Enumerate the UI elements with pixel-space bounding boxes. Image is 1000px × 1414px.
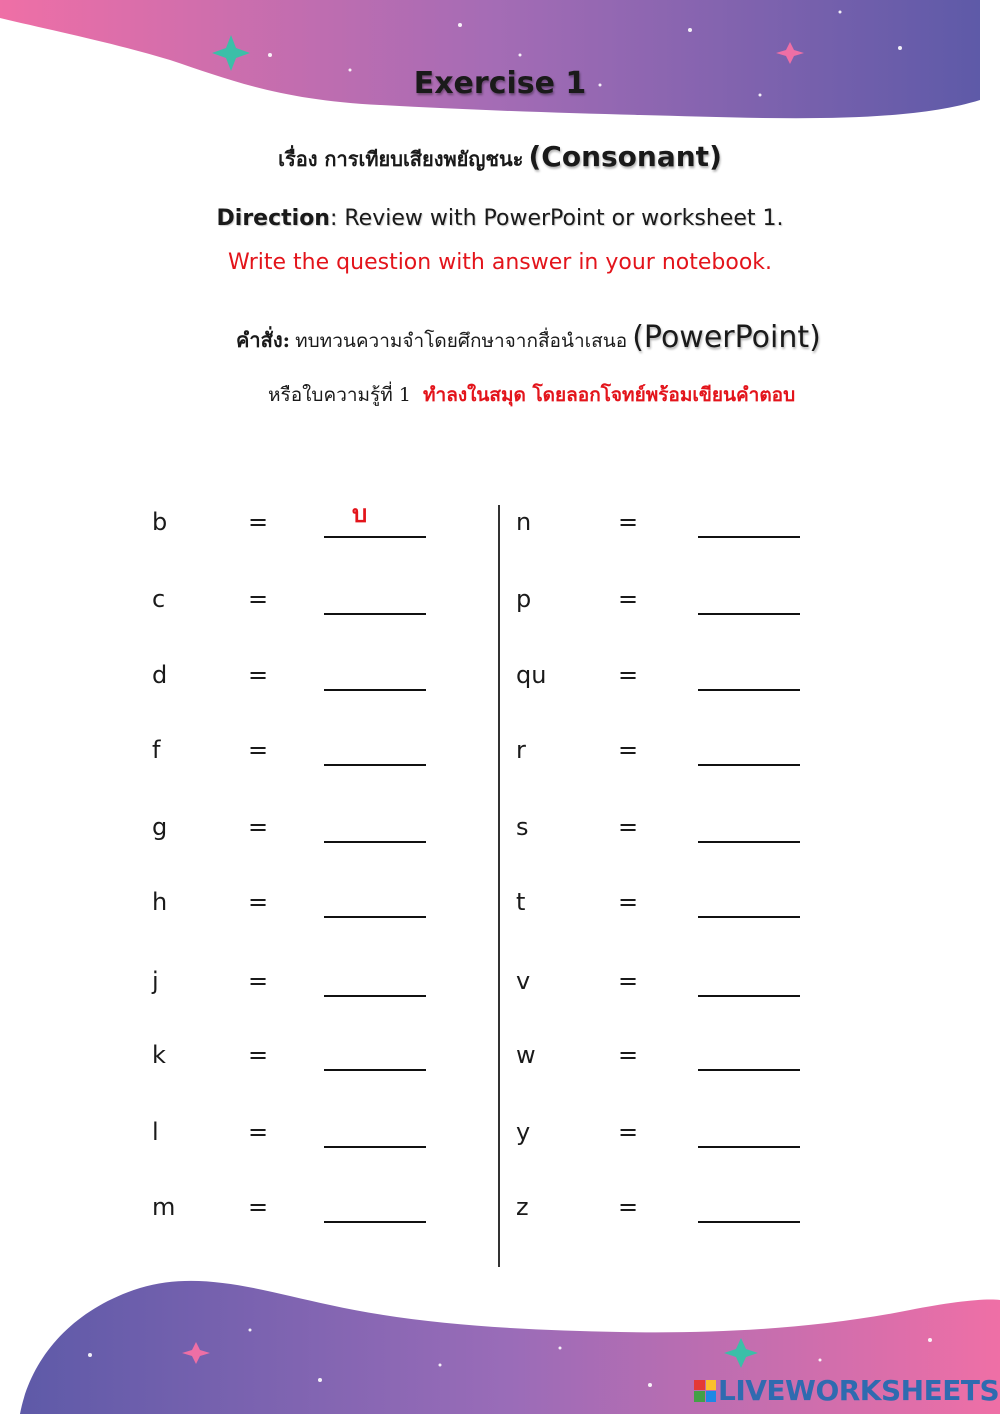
exercise-row — [152, 1041, 472, 1081]
thai-line2-red: ทำลงในสมุด โดยลอกโจทย์พร้อมเขียนคำตอบ — [423, 384, 796, 406]
equals-sign: = — [248, 967, 269, 995]
brand-name: LIVEWORKSHEETS — [718, 1374, 1000, 1407]
equals-sign: = — [248, 585, 269, 613]
equals-sign: = — [618, 736, 639, 764]
answer-blank[interactable] — [698, 764, 800, 766]
thai-direction-line — [236, 320, 821, 356]
exercise-row — [152, 585, 472, 625]
top-wave-decoration — [0, 0, 1000, 130]
exercise-row — [516, 585, 836, 625]
answer-blank[interactable] — [698, 536, 800, 538]
consonant-letter: s — [516, 813, 529, 841]
equals-sign: = — [618, 967, 639, 995]
thai-direction-powerpoint: (PowerPoint) — [632, 320, 821, 355]
equals-sign: = — [248, 1041, 269, 1069]
consonant-letter: v — [516, 967, 531, 995]
consonant-letter: g — [152, 813, 168, 841]
consonant-letter: n — [516, 508, 532, 536]
subtitle-english: (Consonant) — [528, 140, 722, 173]
equals-sign: = — [248, 1193, 269, 1221]
answer-blank[interactable] — [324, 841, 426, 843]
exercise-row — [152, 499, 472, 548]
answer-blank[interactable] — [324, 916, 426, 918]
answer-blank[interactable] — [698, 1221, 800, 1223]
equals-sign: = — [248, 888, 269, 916]
equals-sign: = — [618, 813, 639, 841]
equals-sign: = — [248, 661, 269, 689]
answer-blank[interactable] — [324, 764, 426, 766]
consonant-letter: c — [152, 585, 166, 613]
exercise-row — [152, 1193, 472, 1233]
consonant-letter: h — [152, 888, 168, 916]
answer-blank[interactable] — [698, 995, 800, 997]
answer-blank[interactable] — [324, 1221, 426, 1223]
direction-label: Direction — [216, 206, 330, 231]
thai-direction-line2 — [268, 380, 795, 410]
equals-sign: = — [618, 1118, 639, 1146]
exercise-row — [152, 888, 472, 928]
consonant-letter: d — [152, 661, 168, 689]
answer-blank[interactable] — [698, 1146, 800, 1148]
thai-direction-text: ทบทวนความจำโดยศึกษาจากสื่อนำเสนอ — [295, 330, 628, 352]
exercise-row — [516, 736, 836, 776]
equals-sign: = — [618, 661, 639, 689]
exercise-row — [152, 661, 472, 701]
answer-blank[interactable] — [324, 1069, 426, 1071]
consonant-letter: qu — [516, 661, 547, 689]
answer-blank[interactable] — [324, 536, 426, 538]
consonant-letter: f — [152, 736, 161, 764]
exercise-row — [516, 508, 836, 548]
exercise-row — [516, 888, 836, 928]
consonant-letter: p — [516, 585, 532, 613]
equals-sign: = — [618, 1041, 639, 1069]
exercise-row — [516, 1041, 836, 1081]
equals-sign: = — [618, 585, 639, 613]
exercise-row — [516, 661, 836, 701]
answer-blank[interactable] — [698, 841, 800, 843]
direction-line — [0, 206, 1000, 231]
consonant-letter: z — [516, 1193, 529, 1221]
consonant-letter: b — [152, 508, 168, 536]
answer-blank[interactable] — [324, 1146, 426, 1148]
answer-blank[interactable] — [324, 613, 426, 615]
thai-line2-text: หรือใบความรู้ที่ 1 — [268, 384, 411, 406]
equals-sign: = — [618, 508, 639, 536]
thai-direction-colon: : — [282, 328, 290, 352]
equals-sign: = — [248, 1118, 269, 1146]
exercise-row — [516, 1118, 836, 1158]
consonant-letter: l — [152, 1118, 159, 1146]
column-divider — [498, 505, 500, 1267]
exercise-row — [516, 1193, 836, 1233]
liveworksheets-logo — [694, 1374, 999, 1407]
equals-sign: = — [248, 813, 269, 841]
equals-sign: = — [618, 1193, 639, 1221]
consonant-letter: y — [516, 1118, 531, 1146]
direction-red-note: Write the question with answer in your notebook. — [227, 250, 773, 275]
consonant-letter: t — [516, 888, 526, 916]
brand-icon — [694, 1380, 716, 1402]
consonant-letter: k — [152, 1041, 166, 1069]
worksheet-subtitle — [0, 140, 1000, 175]
direction-text: : Review with PowerPoint or worksheet 1. — [329, 206, 784, 231]
answer-blank[interactable] — [698, 916, 800, 918]
exercise-row — [152, 736, 472, 776]
consonant-letter: j — [152, 967, 159, 995]
answer-blank[interactable] — [698, 689, 800, 691]
subtitle-thai: เรื่อง การเทียบเสียงพยัญชนะ — [278, 147, 524, 171]
consonant-letter: r — [516, 736, 526, 764]
answer-blank[interactable] — [324, 689, 426, 691]
answer-blank[interactable] — [698, 613, 800, 615]
exercise-row — [152, 813, 472, 853]
answer-blank[interactable] — [698, 1069, 800, 1071]
answer-blank[interactable] — [324, 995, 426, 997]
thai-direction-label: คำสั่ง — [236, 328, 283, 352]
consonant-letter: m — [152, 1193, 176, 1221]
exercise-row — [516, 967, 836, 1007]
exercise-row — [516, 813, 836, 853]
filled-answer: บ — [352, 499, 368, 528]
consonant-letter: w — [516, 1041, 536, 1069]
worksheet-title: Exercise 1 — [413, 66, 587, 101]
equals-sign: = — [248, 736, 269, 764]
equals-sign: = — [618, 888, 639, 916]
equals-sign: = — [248, 508, 269, 536]
exercise-row — [152, 967, 472, 1007]
exercise-row — [152, 1118, 472, 1158]
